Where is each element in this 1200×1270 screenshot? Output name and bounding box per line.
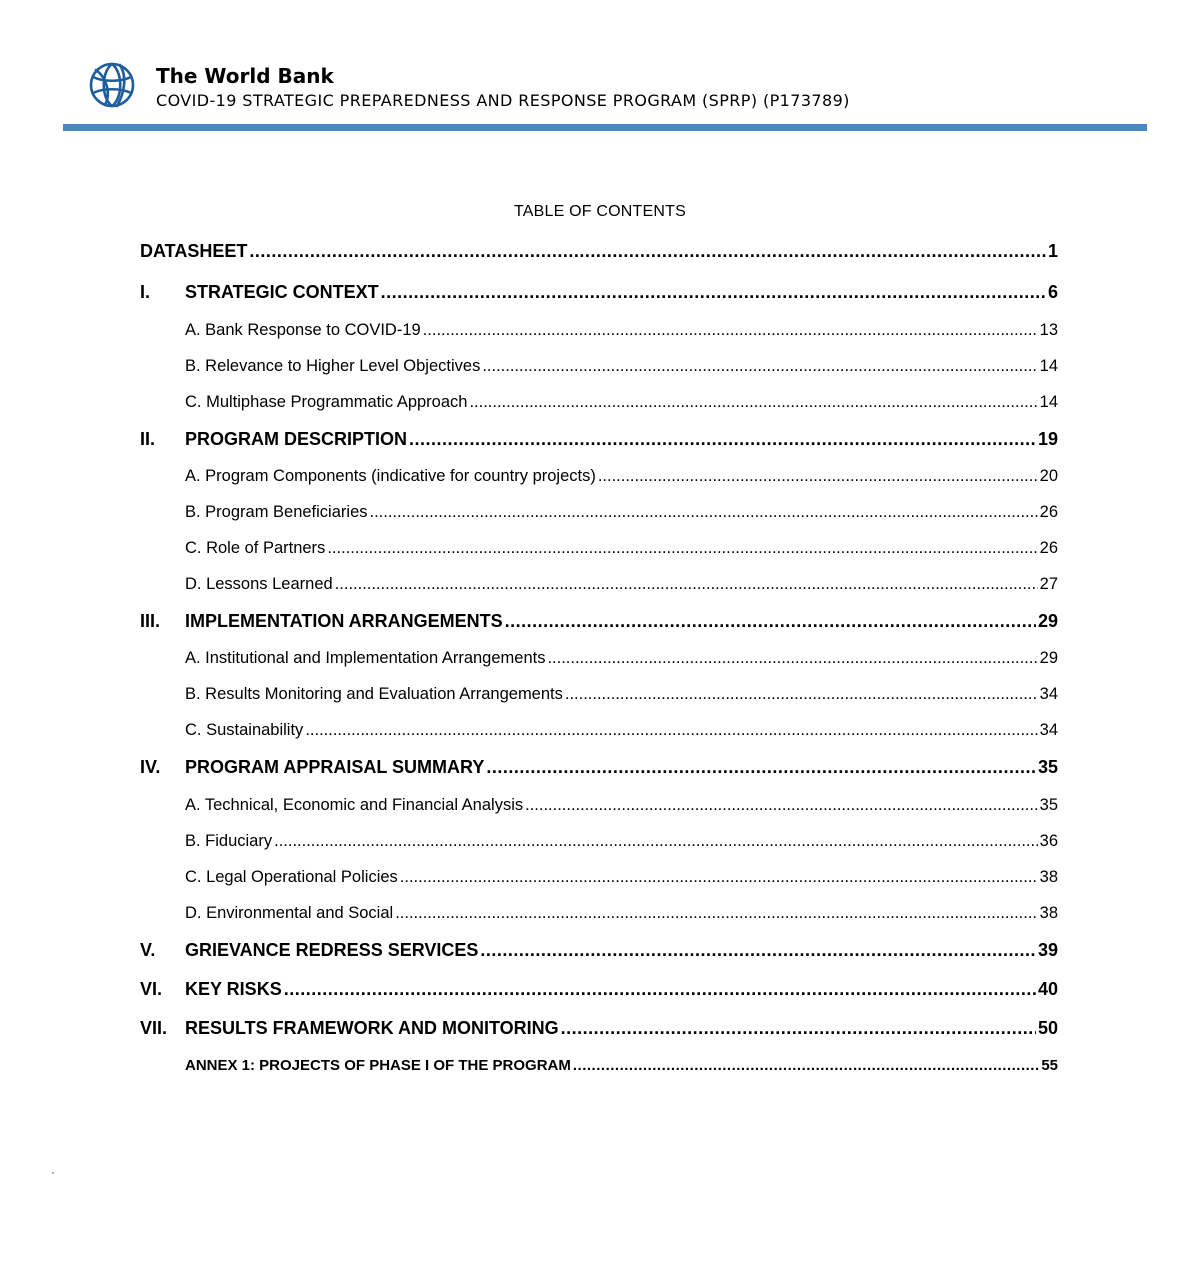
toc-entry[interactable] — [140, 676, 1058, 712]
toc-entry[interactable] — [140, 458, 1058, 494]
toc-entry-label: GRIEVANCE REDRESS SERVICES — [185, 940, 479, 960]
toc-entry-label: A. Bank Response to COVID-19 — [185, 321, 421, 339]
toc-page-number: 39 — [1037, 940, 1058, 960]
toc-heading: TABLE OF CONTENTS — [513, 203, 686, 220]
toc-entry-label: PROGRAM DESCRIPTION — [185, 429, 408, 449]
toc-entry-label: PROGRAM APPRAISAL SUMMARY — [185, 757, 485, 777]
toc-dot-leader — [598, 458, 1038, 494]
toc-page-number: 38 — [1039, 904, 1058, 922]
toc-page-number: 26 — [1039, 539, 1058, 557]
toc-page-number: 14 — [1039, 357, 1058, 375]
toc-page-number: 29 — [1039, 649, 1058, 667]
toc-dot-leader — [409, 420, 1036, 458]
toc-dot-leader — [381, 273, 1046, 311]
toc-entry-label: A. Institutional and Implementation Arrangements — [185, 649, 546, 667]
header-divider — [63, 124, 1147, 131]
toc-entry[interactable] — [140, 823, 1058, 859]
toc-entry-label: B. Fiduciary — [185, 832, 273, 850]
toc-dot-leader — [482, 348, 1037, 384]
toc-dot-leader — [284, 970, 1036, 1008]
toc-entry[interactable] — [140, 712, 1058, 748]
toc-page-number: 20 — [1039, 467, 1058, 485]
toc-section-number: V. — [140, 940, 156, 960]
toc-entry-label: A. Program Components (indicative for country projects) — [185, 467, 596, 485]
toc-dot-leader — [249, 232, 1046, 270]
toc-entry[interactable] — [140, 1048, 1058, 1084]
toc-section-number: VI. — [140, 979, 163, 999]
toc-dot-leader — [480, 931, 1036, 969]
toc-entry-label: RESULTS FRAMEWORK AND MONITORING — [185, 1018, 559, 1038]
toc-page-number: 55 — [1041, 1057, 1058, 1074]
toc-entry[interactable] — [140, 931, 1058, 969]
toc-entry-label: C. Legal Operational Policies — [185, 868, 398, 886]
toc-page-number: 34 — [1039, 685, 1058, 703]
toc-entry[interactable] — [140, 566, 1058, 602]
toc-section-number: VII. — [140, 1018, 168, 1038]
toc-entry-label: KEY RISKS — [185, 979, 282, 999]
toc-section-number: I. — [140, 282, 151, 302]
toc-entry-label: C. Multiphase Programmatic Approach — [185, 393, 468, 411]
toc-dot-leader — [423, 312, 1038, 348]
toc-page-number: 1 — [1047, 241, 1058, 261]
toc-entry[interactable] — [140, 602, 1058, 640]
toc-entry[interactable] — [140, 312, 1058, 348]
toc-dot-leader — [335, 566, 1038, 602]
toc-entry-label: A. Technical, Economic and Financial Analysis — [185, 796, 524, 814]
toc-dot-leader — [469, 384, 1037, 420]
toc-dot-leader — [305, 712, 1037, 748]
toc-page-number: 38 — [1039, 868, 1058, 886]
toc-entry[interactable] — [140, 494, 1058, 530]
page-mark — [52, 1172, 54, 1174]
toc-page-number: 14 — [1039, 393, 1058, 411]
toc-entry-label: DATASHEET — [140, 241, 248, 261]
project-title: COVID-19 STRATEGIC PREPAREDNESS AND RESPONSE PROGRAM (SPRP) (P173789) — [156, 91, 850, 110]
toc-page-number: 40 — [1037, 979, 1058, 999]
toc-dot-leader — [370, 494, 1038, 530]
toc-entry[interactable] — [140, 384, 1058, 420]
toc-dot-leader — [400, 859, 1038, 895]
toc-entry[interactable] — [140, 748, 1058, 786]
toc-dot-leader — [327, 530, 1037, 566]
toc-entry-label: STRATEGIC CONTEXT — [185, 282, 379, 302]
toc-page-number: 27 — [1039, 575, 1058, 593]
toc-section-number: III. — [140, 611, 161, 631]
toc-entry-label: C. Sustainability — [185, 721, 304, 739]
toc-entry-label: B. Program Beneficiaries — [185, 503, 368, 521]
toc-dot-leader — [505, 602, 1036, 640]
toc-section-number: IV. — [140, 757, 161, 777]
toc-entry-label: ANNEX 1: PROJECTS OF PHASE I OF THE PROGRAM — [185, 1057, 571, 1074]
toc-page-number: 19 — [1037, 429, 1058, 449]
toc-entry[interactable] — [140, 640, 1058, 676]
toc-entry-label: B. Results Monitoring and Evaluation Arrangements — [185, 685, 563, 703]
toc-entry-label: C. Role of Partners — [185, 539, 326, 557]
document-header — [0, 0, 1200, 140]
toc-page-number: 35 — [1039, 796, 1058, 814]
toc-dot-leader — [561, 1009, 1036, 1047]
toc-entry-label: IMPLEMENTATION ARRANGEMENTS — [185, 611, 503, 631]
toc-dot-leader — [395, 895, 1037, 931]
toc-entry[interactable] — [140, 787, 1058, 823]
toc-dot-leader — [565, 676, 1038, 712]
toc-page-number: 13 — [1039, 321, 1058, 339]
organization-name: The World Bank — [156, 64, 334, 88]
toc-entry-label: B. Relevance to Higher Level Objectives — [185, 357, 481, 375]
toc-entry[interactable] — [140, 859, 1058, 895]
toc-page-number: 35 — [1037, 757, 1058, 777]
toc-dot-leader — [525, 787, 1038, 823]
toc-entry[interactable] — [140, 1009, 1058, 1047]
toc-page-number: 29 — [1037, 611, 1058, 631]
toc-page-number: 36 — [1039, 832, 1058, 850]
toc-entry[interactable] — [140, 273, 1058, 311]
toc-page-number: 6 — [1047, 282, 1058, 302]
toc-entry[interactable] — [140, 348, 1058, 384]
toc-dot-leader — [274, 823, 1038, 859]
toc-dot-leader — [486, 748, 1036, 786]
toc-entry[interactable] — [140, 420, 1058, 458]
toc-entry[interactable] — [140, 232, 1058, 270]
toc-entry-label: D. Environmental and Social — [185, 904, 394, 922]
toc-entry[interactable] — [140, 895, 1058, 931]
globe-logo-icon — [87, 60, 137, 110]
toc-dot-leader — [573, 1048, 1039, 1084]
toc-page-number: 50 — [1037, 1018, 1058, 1038]
toc-dot-leader — [547, 640, 1037, 676]
toc-entry-label: D. Lessons Learned — [185, 575, 333, 593]
toc-page-number: 34 — [1039, 721, 1058, 739]
toc-entry[interactable] — [140, 530, 1058, 566]
toc-page-number: 26 — [1039, 503, 1058, 521]
toc-section-number: II. — [140, 429, 156, 449]
toc-entry[interactable] — [140, 970, 1058, 1008]
